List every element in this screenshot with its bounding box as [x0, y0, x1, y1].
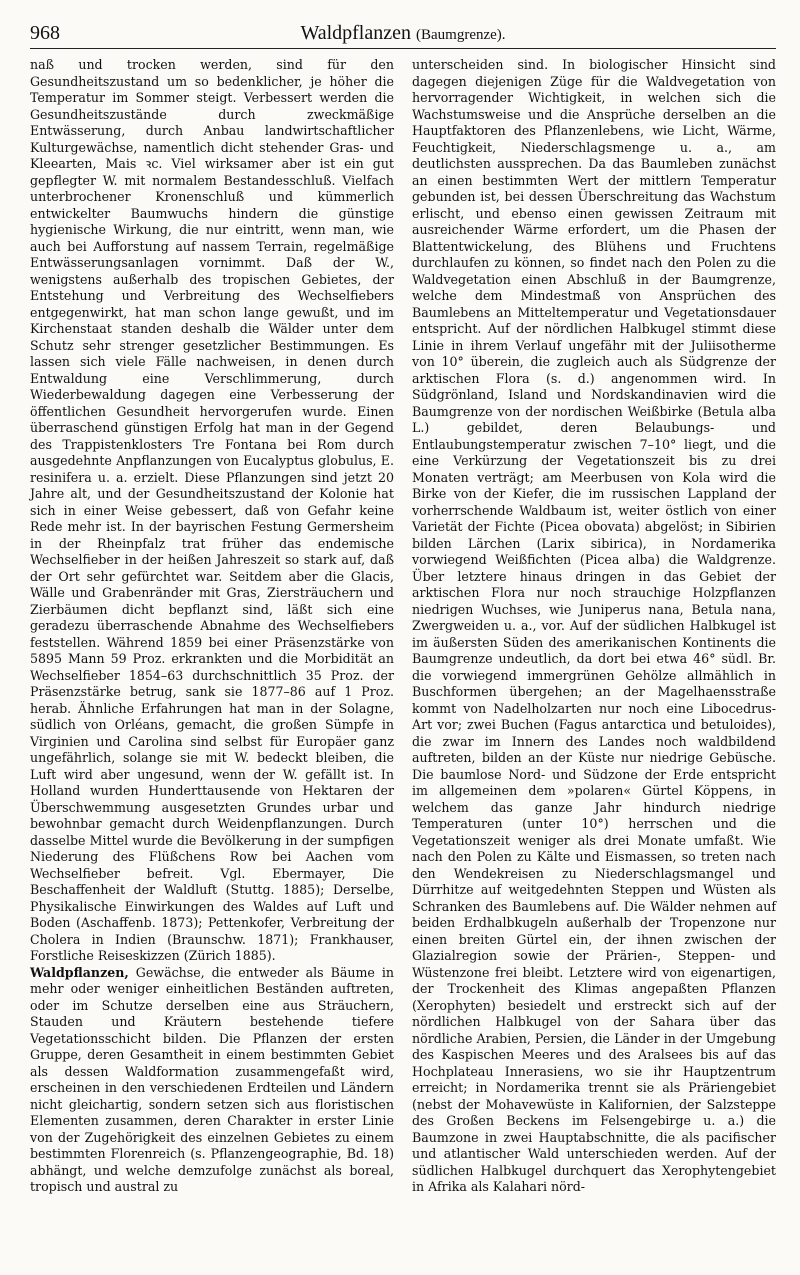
running-title-sub: (Baumgrenze). — [416, 27, 506, 43]
right-column — [412, 57, 776, 1196]
paragraph-waldluft-continued: naß und trocken werden, sind für den Gesundheitszustand um so bedenklicher, je höher die Temperatur im Sommer steigt. Verbessert werden die Gesundheitszustände durch zweckmäßige Entwässerung, durch Anbau landwirtschaftlicher Kulturgewächse, namentlich dicht stehender Gras- und Kleearten, Mais ꝛc. Viel wirksamer aber ist ein gut gepflegter W. mit normalem Bestandesschluß. Vielfach unterbrochener Kronenschluß und kümmerlich entwickelter Baumwuchs hindern die günstige hygienische Wirkung, die nur eintritt, wenn man, wie auch bei Aufforstung auf nassem Terrain, regelmäßige Entwässerungsanlagen vornimmt. Daß der W., wenigstens außerhalb des tropischen Gebietes, der Entstehung und Verbreitung des Wechselfiebers entgegenwirkt, hat man schon lange gewußt, und im Kirchenstaat standen deshalb die Wälder unter dem Schutz sehr strenger gesetzlicher Bestimmungen. Es lassen sich viele Fälle nachweisen, in denen durch Entwaldung eine Verschlimmerung, durch Wiederbewaldung dagegen eine Verbesserung der öffentlichen Gesundheit hervorgerufen wurde. Einen überraschend günstigen Erfolg hat man in der Gegend des Trappistenklosters Tre Fontana bei Rom durch ausgedehnte Anpflanzungen von Eucalyptus globulus, E. resinifera u. a. erzielt. Diese Pflanzungen sind jetzt 20 Jahre alt, und der Gesundheitszustand der Kolonie hat sich in einer Weise gebessert, daß von Gefahr keine Rede mehr ist. In der bayrischen Festung Germersheim in der Rheinpfalz trat früher das endemische Wechselfieber in der heißen Jahreszeit so stark auf, daß der Ort sehr gefürchtet war. Seitdem aber die Glacis, Wälle und Grabenränder mit Gras, Ziersträuchern und Zierbäumen dicht bepflanzt sind, läßt sich eine geradezu überraschende Abnahme des Wechselfiebers feststellen. Während 1859 bei einer Präsenzstärke von 5895 Mann 59 Proz. erkrankten und die Morbidität an Wechselfieber 1854–63 durchschnittlich 35 Proz. der Präsenzstärke betrug, sank sie 1877–86 auf 1 Proz. herab. Ähnliche Erfahrungen hat man in der Solagne, südlich von Orléans, gemacht, die großen Sümpfe in Virginien und Carolina sind selbst für Europäer ganz ungefährlich, solange sie mit W. bedeckt bleiben, die Luft wird aber ungesund, wenn der W. gefällt ist. In Holland wurden Hunderttausende von Hektaren der Überschwemmung ausgesetzten Grundes urbar und bewohnbar gemacht durch Weidenpflanzungen. Durch dasselbe Mittel wurde die Bevölkerung in der sumpfigen Niederung des Flüßchens Row bei Aachen vom Wechselfieber befreit. Vgl. Ebermayer, Die Beschaffenheit der Waldluft (Stuttg. 1885); Derselbe, Physikalische Einwirkungen des Waldes auf Luft und Boden (Aschaffenb. 1873); Pettenkofer, Verbreitung der Cholera in Indien (Braunschw. 1871); Frankhauser, Forstliche Reiseskizzen (Zürich 1885). — [30, 57, 394, 963]
paragraph-baumgrenze: unterscheiden sind. In biologischer Hinsicht sind dagegen diejenigen Züge für die Waldvegetation von hervorragender Wichtigkeit, in welchen sich die Wachstumsweise und die Ansprüche derselben an die Hauptfaktoren des Pflanzenlebens, wie Licht, Wärme, Feuchtigkeit, Niederschlagsmenge u. a., am deutlichsten aussprechen. Da das Baumleben zunächst an einen bestimmten Wert der mittlern Temperatur gebunden ist, bei dessen Überschreitung das Wachstum erlischt, und ebenso einen gewissen Zeitraum mit ausreichender Wärme erfordert, um die Phasen der Blattentwickelung, des Blühens und Fruchtens durchlaufen zu können, so findet nach den Polen zu die Waldvegetation einen Abschluß in der Baumgrenze, welche dem Mindestmaß von Ansprüchen des Baumlebens an Mitteltemperatur und Vegetationsdauer entspricht. Auf der nördlichen Halbkugel stimmt diese Linie in ihrem Verlauf ungefähr mit der Juliisotherme von 10° überein, die zugleich auch als Südgrenze der arktischen Flora (s. d.) angenommen wird. In Südgrönland, Island und Nordskandinavien wird die Baumgrenze von der nordischen Weißbirke (Betula alba L.) gebildet, deren Belaubungs- und Entlaubungstemperatur zwischen 7–10° liegt, und die eine Verkürzung der Vegetationszeit bis zu drei Monaten verträgt; am Meerbusen von Kola wird die Birke von der Kiefer, die im russischen Lappland der vorherrschende Waldbaum ist, weiter östlich von einer Varietät der Fichte (Picea obovata) abgelöst; in Sibirien bilden Lärchen (Larix sibirica), in Nordamerika vorwiegend Weißfichten (Picea alba) die Waldgrenze. Über letztere hinaus dringen in das Gebiet der arktischen Flora nur noch strauchige Holzpflanzen niedrigen Wuchses, wie Juniperus nana, Betula nana, Zwergweiden u. a., vor. Auf der südlichen Halbkugel ist im äußersten Süden des amerikanischen Kontinents die Baumgrenze undeutlich, da dort bei etwa 46° südl. Br. die vorwiegend immergrünen Gehölze allmählich in Buschformen übergehen; an der Magelhaensstraße kommt von Nadelholzarten nur noch eine Libocedrus-Art vor; zwei Buchen (Fagus antarctica und betuloides), die zwar im Innern des Landes noch waldbildend auftreten, bilden an der Küste nur niedrige Gebüsche. Die baumlose Nord- und Südzone der Erde entspricht im allgemeinen dem »polaren« Gürtel Köppens, in welchem das ganze Jahr hindurch niedrige Temperaturen (unter 10°) herrschen und die Vegetationszeit weniger als drei Monate umfaßt. Wie nach den Polen zu Kälte und Eismassen, so treten nach den Wendekreisen zu Niederschlagsmangel und Dürrhitze auf weitgedehnten Steppen und Wüsten als Schranken des Baumlebens auf. Die Wälder nehmen auf beiden Erdhalbkugeln außerhalb der Tropenzone nur einen breiten Gürtel ein, der ihnen zwischen der Glazialregion sowie der Prärien-, Steppen- und Wüstenzone frei bleibt. Letztere wird von eigenartigen, der Trockenheit des Klimas angepaßten Pflanzen (Xerophyten) besiedelt und erstreckt sich auf der nördlichen Halbkugel von der Sahara über das nördliche Arabien, Persien, die Länder in der Umgebung des Kaspischen Meeres und des Aralsees bis auf das Hochplateau Innerasiens, wo sie ihr Hauptzentrum erreicht; in Nordamerika trennt sie als Präriengebiet (nebst der Mohavewüste in Kalifornien, der Salzsteppe des Großen Beckens im Felsengebirge u. a.) die Baumzone in zwei Hauptabschnitte, die als pacifischer und atlantischer Wald unterschieden werden. Auf der südlichen Halbkugel durchquert das Xerophytengebiet in Afrika als Kalahari nörd- — [412, 57, 776, 1194]
left-column — [30, 57, 394, 1196]
text-columns — [30, 57, 776, 1196]
paragraph-waldpflanzen — [30, 965, 394, 1196]
running-title-main: Waldpflanzen — [300, 22, 411, 44]
running-title — [30, 22, 776, 45]
page-header — [30, 20, 776, 49]
lemma-waldpflanzen: Waldpflanzen, — [30, 964, 129, 980]
paragraph-waldpflanzen-text: Gewächse, die entweder als Bäume in mehr oder weniger einheitlichen Beständen auftreten, oder im Schutze derselben eine aus Sträuchern, Stauden und Kräutern bestehende tiefere Vegetationsschicht bilden. Die Pflanzen der ersten Gruppe, deren Gesamtheit in einem bestimmten Gebiet als dessen Waldformation zusammengefaßt wird, erscheinen in den verschiedenen Erdteilen und Ländern nicht gleichartig, sondern setzen sich aus floristischen Elementen zusammen, deren Charakter in erster Linie von der Zugehörigkeit des einzelnen Gebietes zu einem bestimmten Florenreich (s. Pflanzengeographie, Bd. 18) abhängt, und welche demzufolge zunächst als boreal, tropisch und austral zu — [30, 964, 394, 1194]
page-number: 968 — [30, 22, 60, 44]
